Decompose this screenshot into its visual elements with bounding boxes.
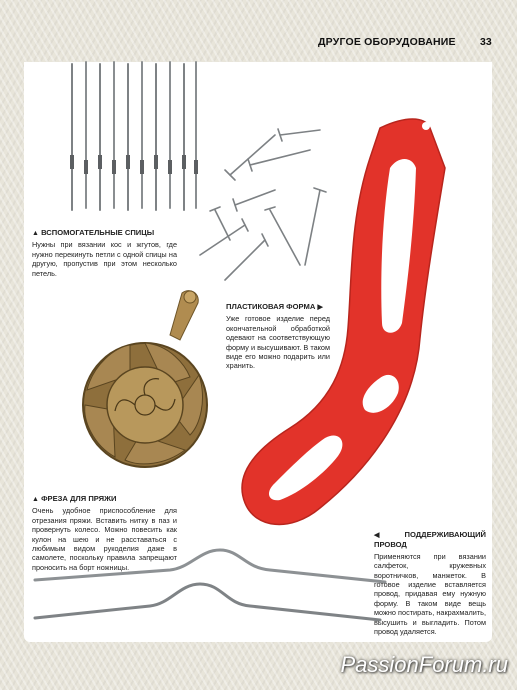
- page-number: 33: [480, 36, 492, 48]
- page-header: [0, 0, 517, 62]
- triangle-up-icon: ▲: [32, 230, 39, 237]
- blocker-caption-text: Уже готовое изделие перед окончательной обработкой одевают на соответствующую форму и высушивают. В таком виде его можно подарить или хранить.: [226, 314, 330, 371]
- cutter-caption-heading: [32, 494, 177, 504]
- wire-heading-text: ПОДДЕРЖИВАЮЩИЙ ПРОВОД: [374, 530, 486, 550]
- watermark: PassionForum.ru: [340, 652, 508, 677]
- section-title: ДРУГОЕ ОБОРУДОВАНИЕ: [318, 36, 456, 48]
- needles-caption-heading: [32, 228, 177, 238]
- yarn-cutter-image: [70, 285, 220, 485]
- blocker-caption: [226, 302, 330, 371]
- wire-caption-heading: [374, 530, 486, 550]
- triangle-right-icon: ▶: [317, 304, 323, 311]
- needles-heading-text: ВСПОМОГАТЕЛЬНЫЕ СПИЦЫ: [41, 228, 155, 237]
- blocker-heading-text: ПЛАСТИКОВАЯ ФОРМА: [226, 302, 316, 311]
- needles-caption: [32, 228, 177, 278]
- wire-caption-text: Применяются при вязании салфеток, кружевных воротничков, манжеток. В готовое изделие вставляется провод, придавая ему нужную форму. В таком виде вещь можно постирать, накрахмалить, высушить и выгладить. Потом провод удаляется.: [374, 551, 486, 637]
- straight-needles-image: [60, 60, 210, 220]
- triangle-left-icon: ◀: [374, 532, 391, 539]
- triangle-up-icon: ▲: [32, 496, 39, 503]
- cutter-caption-text: Очень удобное приспособление для отрезания пряжи. Вставить нитку в паз и провернуть колесо. Можно повесить как кулон на шею и не расставаться с любимым видом рукоделия даже в самолете, поскольку правила запрещают проносить на борт ножницы.: [32, 506, 177, 572]
- needles-caption-text: Нужны при вязании кос и жгутов, где нужно перекинуть петли с одной спицы на другую, пропустив при этом несколько петель.: [32, 240, 177, 278]
- cutter-caption: [32, 494, 177, 572]
- cutter-heading-text: ФРЕЗА ДЛЯ ПРЯЖИ: [41, 494, 117, 503]
- wire-caption: [374, 530, 486, 636]
- blocker-caption-heading: [226, 302, 330, 312]
